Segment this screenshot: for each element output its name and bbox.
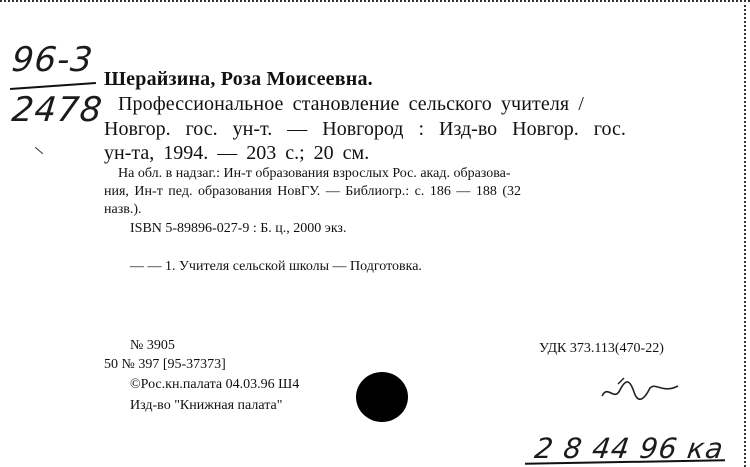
copyright-line: ©Рос.кн.палата 04.03.96 Ш4 (130, 377, 300, 392)
pencil-mark (35, 147, 43, 154)
author-heading: Шерайзина, Роза Моисеевна. (104, 68, 373, 90)
title-line-3: ун-та, 1994. — 203 с.; 20 см. (104, 142, 370, 164)
note-line-2: ния, Ин-т пед. образования НовГУ. — Библиогр.: с. 186 — 188 (32 (104, 184, 522, 199)
publisher-imprint: Изд-во "Книжная палата" (130, 398, 283, 413)
shelfmark-divider (10, 82, 96, 90)
subject-heading: — — 1. Учителя сельской школы — Подготовка. (130, 259, 422, 274)
udk-classification: УДК 373.113(470-22) (539, 341, 664, 356)
signature-scribble (600, 374, 680, 404)
shelfmark-line-1: 96-3 (9, 40, 96, 80)
title-line-2: Новгор. гос. ун-т. — Новгород : Изд-во Новгор. гос. (104, 118, 626, 140)
shelfmark-line-2: 2478 (9, 90, 105, 130)
isbn-line: ISBN 5-89896-027-9 : Б. ц., 2000 экз. (130, 221, 347, 236)
record-number-2: 50 № 397 [95-37373] (104, 357, 226, 372)
title-line-1: Профессиональное становление сельского учителя / (118, 93, 584, 115)
top-edge (0, 0, 750, 2)
ink-blot (356, 372, 408, 422)
note-line-3: назв.). (104, 202, 142, 217)
right-edge (744, 0, 746, 467)
record-number: № 3905 (130, 338, 175, 353)
note-line-1: На обл. в надзаг.: Ин-т образования взрослых Рос. акад. образова- (118, 166, 511, 181)
inventory-number: 2 8 44 96 ка (532, 432, 726, 465)
